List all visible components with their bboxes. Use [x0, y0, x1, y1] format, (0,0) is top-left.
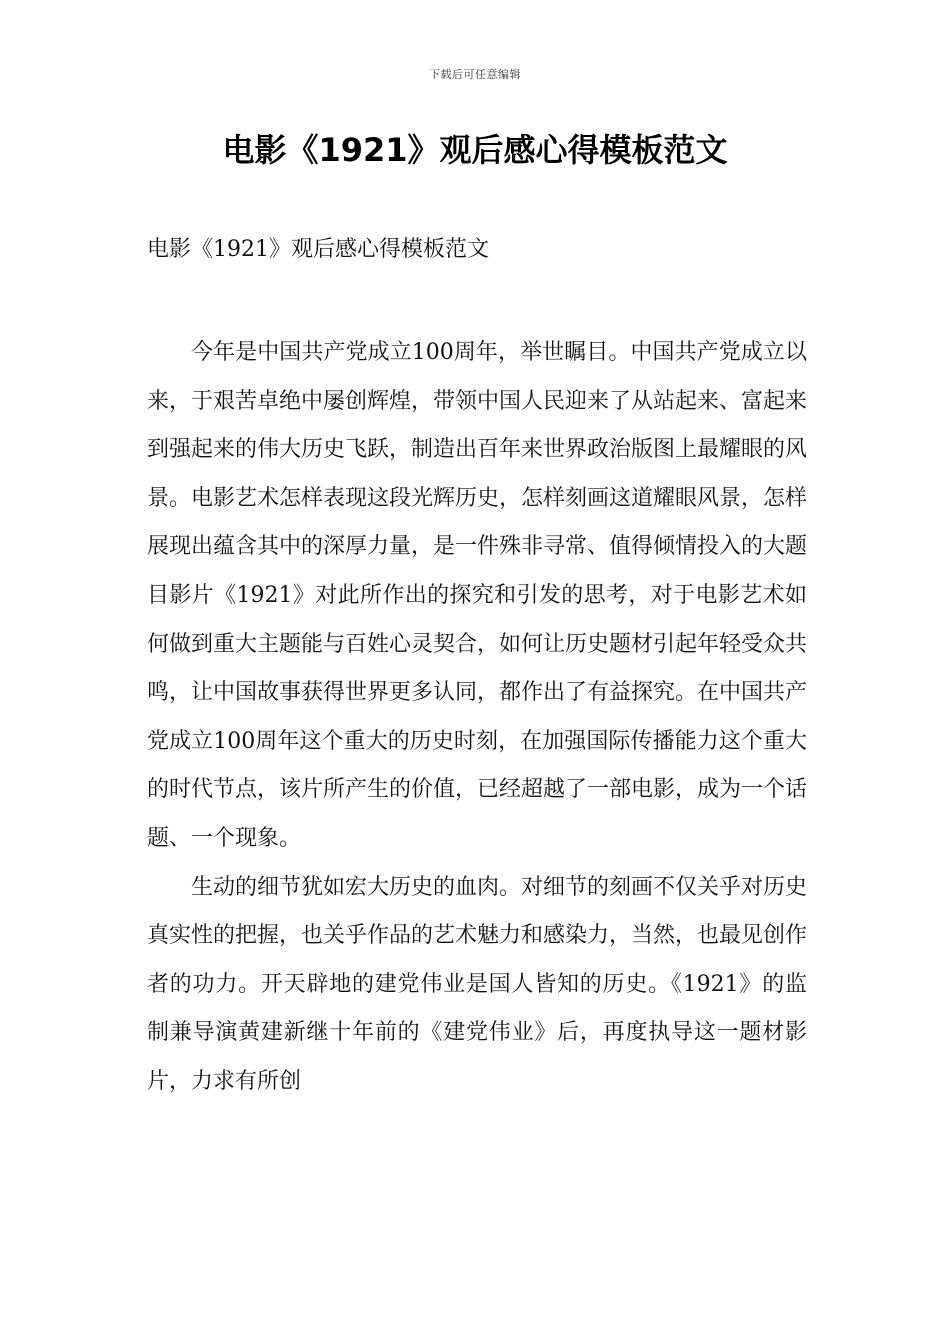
paragraph-2: 生动的细节犹如宏大历史的血肉。对细节的刻画不仅关乎对历史真实性的把握，也关乎作品的艺术魅力和感染力，当然，也最见创作者的功力。开天辟地的建党伟业是国人皆知的历史。《1921》的监制兼导演黄建新继十年前的《建党伟业》后，再度执导这一题材影片，力求有所创 — [147, 874, 808, 1094]
document-body — [147, 329, 807, 1107]
paragraph-1: 今年是中国共产党成立100周年，举世瞩目。中国共产党成立以来，于艰苦卓绝中屡创辉煌，带领中国人民迎来了从站起来、富起来到强起来的伟大历史飞跃，制造出百年来世界政治版图上最耀眼的风景。电影艺术怎样表现这段光辉历史，怎样刻画这道耀眼风景，怎样展现出蕴含其中的深厚力量，是一件殊非寻常、值得倾情投入的大题目影片《1921》对此所作出的探究和引发的思考，对于电影艺术如何做到重大主题能与百姓心灵契合，如何让历史题材引起年轻受众共鸣，让中国故事获得世界更多认同，都作出了有益探究。在中国共产党成立100周年这个重大的历史时刻，在加强国际传播能力这个重大的时代节点，该片所产生的价值，已经超越了一部电影，成为一个话题、一个现象。 — [147, 340, 808, 851]
document-subtitle: 电影《1921》观后感心得模板范文 — [147, 237, 489, 262]
document-title: 电影《1921》观后感心得模板范文 — [222, 131, 728, 169]
header-note: 下载后可任意编辑 — [429, 68, 521, 81]
